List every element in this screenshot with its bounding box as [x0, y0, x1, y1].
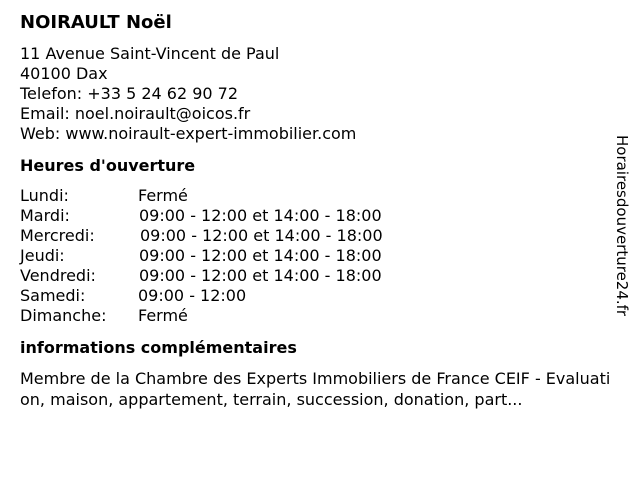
watermark-text: Horairesdouverture24.fr [613, 135, 631, 317]
day-label: Samedi: [20, 286, 86, 305]
info-text: Membre de la Chambre des Experts Immobiliers de France CEIF - Evaluation, maison, appartement, terrain, succession, donation, part... [20, 369, 611, 409]
day-label: Vendredi: [20, 266, 96, 285]
info-title: informations complémentaires [20, 338, 297, 357]
time-value: 09:00 - 12:00 et 14:00 - 18:00 [139, 266, 382, 285]
time-value: Fermé [138, 186, 188, 205]
hours-row-wednesday [20, 226, 610, 246]
hours-title: Heures d'ouverture [20, 156, 196, 175]
day-label: Mercredi: [20, 226, 95, 245]
web-line: Web: www.noirault-expert-immobilier.com [20, 124, 357, 143]
hours-row-saturday [20, 286, 610, 306]
time-value: 09:00 - 12:00 et 14:00 - 18:00 [139, 246, 382, 265]
time-value: 09:00 - 12:00 [138, 286, 247, 305]
hours-table [20, 186, 610, 326]
time-value: Fermé [138, 306, 188, 325]
time-value: 09:00 - 12:00 et 14:00 - 18:00 [140, 226, 383, 245]
hours-row-tuesday [20, 206, 610, 226]
day-label: Mardi: [20, 206, 70, 225]
phone-line: Telefon: +33 5 24 62 90 72 [20, 84, 239, 103]
hours-row-sunday [20, 306, 610, 326]
day-label: Dimanche: [20, 306, 107, 325]
day-label: Jeudi: [20, 246, 65, 265]
day-label: Lundi: [20, 186, 69, 205]
address-line1: 11 Avenue Saint-Vincent de Paul [20, 44, 280, 63]
business-name: NOIRAULT Noël [20, 12, 172, 33]
hours-row-monday [20, 186, 610, 206]
time-value: 09:00 - 12:00 et 14:00 - 18:00 [139, 206, 382, 225]
email-line: Email: noel.noirault@oicos.fr [20, 104, 251, 123]
address-line2: 40100 Dax [20, 64, 108, 83]
hours-row-friday [20, 266, 610, 286]
business-card [20, 10, 610, 410]
hours-row-thursday [20, 246, 610, 266]
